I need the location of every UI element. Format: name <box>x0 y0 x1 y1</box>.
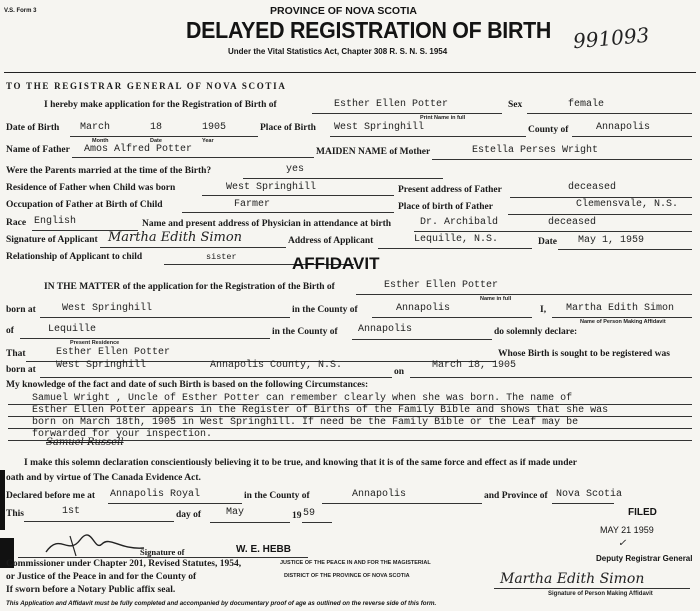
province-label: and Province of <box>484 491 548 501</box>
matter-text: IN THE MATTER of the application for the Registration of the Birth of <box>44 282 335 292</box>
father-label: Name of Father <box>6 145 70 155</box>
born-at-label: born at <box>6 305 36 315</box>
that-label: That <box>6 349 26 359</box>
year-prefix: 19 <box>292 511 302 521</box>
race: English <box>34 216 77 227</box>
dob-day: 18 <box>150 122 163 133</box>
born-at2-label: born at <box>6 365 36 375</box>
sex-label: Sex <box>508 100 523 110</box>
print-name-caption: Print Name in full <box>420 115 466 121</box>
res-father-label: Residence of Father when Child was born <box>6 183 176 193</box>
declared-county: Annapolis <box>352 489 407 500</box>
struck-signature: Samuel Russell <box>46 437 124 448</box>
affidavit-child-name: Esther Ellen Potter <box>384 280 499 291</box>
place-of-birth: West Springhill <box>334 122 425 133</box>
res-father: West Springhill <box>226 182 317 193</box>
notary-line: If sworn before a Notary Public affix seal. <box>6 585 176 595</box>
father-name: Amos Alfred Potter <box>84 144 193 155</box>
date-label: Date <box>538 237 557 247</box>
addressee: TO THE REGISTRAR GENERAL OF NOVA SCOTIA <box>6 81 287 91</box>
name-caption: Name in full <box>480 296 512 302</box>
of-label: of <box>6 326 14 336</box>
solemn-declaration: I make this solemn declaration conscientiously believing it to be true, and knowing that it is of the same force and effect as if made under <box>24 458 577 468</box>
residence-caption: Present Residence <box>70 340 120 346</box>
mother-label: MAIDEN NAME of Mother <box>316 147 431 157</box>
jp-line: or Justice of the Peace in and for the County of <box>6 572 197 582</box>
father-birthplace: Clemensvale, N.S. <box>576 199 679 210</box>
footer-note: This Application and Affidavit must be fully completed and accompanied by documentary proof of age as outlined on the reverse side of this form. <box>6 600 437 607</box>
day-caption: Date <box>150 138 162 144</box>
occupation-label: Occupation of Father at Birth of Child <box>6 200 163 210</box>
header-rule <box>4 72 696 73</box>
father-birthplace-label: Place of birth of Father <box>398 202 493 212</box>
relationship-label: Relationship of Applicant to child <box>6 252 143 262</box>
present-father: deceased <box>568 182 617 193</box>
place-label: Place of Birth <box>260 123 316 133</box>
child-name: Esther Ellen Potter <box>334 99 449 110</box>
dob-year: 1905 <box>202 122 227 133</box>
county-of-birth: Annapolis <box>596 122 651 133</box>
commissioner-sig-label: Signature of <box>140 547 185 557</box>
deponent-residence: Lequille <box>48 324 97 335</box>
declared-place: Annapolis Royal <box>110 489 201 500</box>
form-subtitle: Under the Vital Statistics Act, Chapter 308 R. S. N. S. 1954 <box>228 47 448 56</box>
relationship: sister <box>206 252 237 262</box>
deponent-sig-caption: Signature of Person Making Affidavit <box>548 591 653 597</box>
this-label: This <box>6 509 24 519</box>
month-caption: Month <box>92 138 109 144</box>
in-county-label: in the County of <box>292 305 358 315</box>
application-intro: I hereby make application for the Registration of Birth of <box>44 100 277 110</box>
stamp-filed: FILED <box>628 507 657 518</box>
file-number: 991093 <box>572 22 651 54</box>
born-county2: Annapolis County, N.S. <box>210 360 343 371</box>
declared-label: Declared before me at <box>6 491 96 501</box>
physician-status: deceased <box>548 217 597 228</box>
year-caption: Year <box>202 138 214 144</box>
married-value: yes <box>286 164 305 175</box>
declare-text: do solemnly declare: <box>494 327 578 337</box>
on-label: on <box>394 367 405 377</box>
applicant-signature-label: Signature of Applicant <box>6 235 98 245</box>
dob-month: March <box>80 122 111 133</box>
present-father-label: Present address of Father <box>398 185 502 195</box>
physician-label: Name and present address of Physician in attendance at birth <box>142 219 392 229</box>
deponent-signature: Martha Edith Simon <box>500 571 645 587</box>
whose-birth: Whose Birth is sought to be registered was <box>498 349 670 359</box>
mother-name: Estella Perses Wright <box>472 145 599 156</box>
physician: Dr. Archibald <box>420 217 499 228</box>
affidavit-title: AFFIDAVIT <box>292 254 380 273</box>
affidavit-born-at: West Springhill <box>62 303 153 314</box>
applicant-address: Lequille, N.S. <box>414 234 499 245</box>
circumstance-line: Samuel Wright , Uncle of Esther Potter can remember clearly when she was born. The name of <box>32 393 573 404</box>
form-title: DELAYED REGISTRATION OF BIRTH <box>186 17 552 43</box>
scan-edge <box>0 470 5 530</box>
commissioner-name: W. E. HEBB <box>236 544 292 555</box>
deponent-caption: Name of Person Making Affidavit <box>580 319 666 325</box>
dob-label: Date of Birth <box>6 123 60 133</box>
form-number: V.S. Form 3 <box>4 8 37 14</box>
day-of-label: day of <box>176 510 202 520</box>
circumstance-line: forwarded for your inspection. <box>32 429 213 440</box>
stamp-office: Deputy Registrar General <box>596 554 693 563</box>
occupation: Farmer <box>234 199 271 210</box>
jp-caption-2: DISTRICT OF THE PROVINCE OF NOVA SCOTIA <box>284 573 410 579</box>
solemn-declaration-2: oath and by virtue of The Canada Evidence Act. <box>6 473 201 483</box>
circumstance-line: born on March 18th, 1905 in West Springhill. If need be the Family Bible or the Leaf may be <box>32 417 579 428</box>
declared-province: Nova Scotia <box>556 489 623 500</box>
in-county2-label: in the County of <box>272 327 338 337</box>
deponent-county: Annapolis <box>358 324 413 335</box>
declared-day: 1st <box>62 506 81 517</box>
stamp-initials: ✓ <box>618 538 627 549</box>
application-date: May 1, 1959 <box>578 235 645 246</box>
filed-stamp <box>596 507 693 569</box>
deponent-prefix: I, <box>540 305 547 315</box>
province-heading: PROVINCE OF NOVA SCOTIA <box>270 5 418 17</box>
that-name: Esther Ellen Potter <box>56 347 171 358</box>
commissioner-signature-scrawl <box>40 526 150 560</box>
born-on: March 18, 1905 <box>432 360 517 371</box>
knowledge-label: My knowledge of the fact and date of such Birth is based on the following Circumstances: <box>6 380 369 390</box>
applicant-signature: Martha Edith Simon <box>108 230 243 245</box>
deponent-name: Martha Edith Simon <box>566 303 675 314</box>
circumstance-line: Esther Ellen Potter appears in the Register of Births of the Family Bible and shows that she was <box>32 405 609 416</box>
declared-year: 59 <box>303 508 316 519</box>
county-label: County of <box>528 125 569 135</box>
affidavit-county: Annapolis <box>396 303 451 314</box>
married-label: Were the Parents married at the time of the Birth? <box>6 166 212 176</box>
race-label: Race <box>6 218 27 228</box>
declared-county-label: in the County of <box>244 491 310 501</box>
applicant-address-label: Address of Applicant <box>288 236 374 246</box>
declared-month: May <box>226 507 245 518</box>
born-at2: West Springhill <box>56 360 147 371</box>
stamp-date: MAY 21 1959 <box>600 525 654 535</box>
commissioner-line: Commissioner under Chapter 201, Revised Statutes, 1954, <box>6 559 242 569</box>
sex-value: female <box>568 99 605 110</box>
jp-caption-1: JUSTICE OF THE PEACE IN AND FOR THE MAGISTERIAL <box>280 560 431 566</box>
